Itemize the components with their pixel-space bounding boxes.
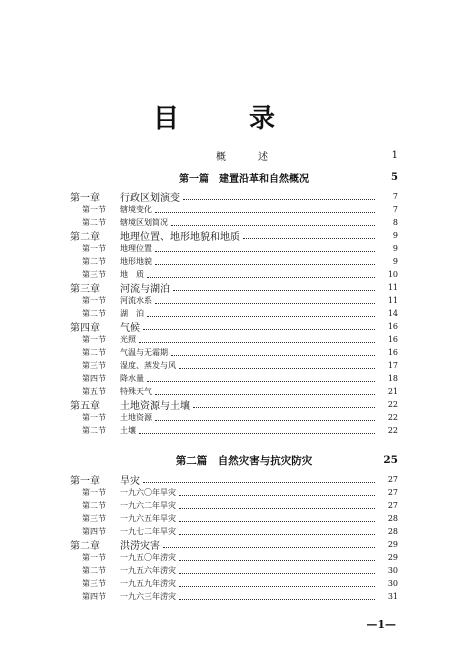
entry-page: 30 <box>387 566 398 575</box>
entry-title: 地理位置、地形地貌和地质 <box>120 232 240 243</box>
entry-title: 旱灾 <box>120 476 140 487</box>
entry-page: 22 <box>387 426 398 435</box>
entry-page: 18 <box>387 374 398 383</box>
entry-number: 第三节 <box>82 579 106 588</box>
toc-section-row[interactable] <box>70 499 398 512</box>
entry-title: 地 质 <box>120 270 144 279</box>
toc-section-row[interactable] <box>70 551 398 564</box>
entry-page: 7 <box>392 205 398 214</box>
toc-section-row[interactable] <box>70 424 398 437</box>
dot-leader <box>155 212 375 213</box>
part-heading-label: 第二篇 自然灾害与抗灾防灾 <box>175 454 313 467</box>
dot-leader <box>173 290 375 291</box>
part-heading-page: 25 <box>383 454 398 466</box>
entry-title: 土地资源 <box>120 413 152 422</box>
dot-leader <box>143 329 375 330</box>
toc-entries-part-2 <box>70 473 398 603</box>
part-heading-page: 5 <box>391 171 398 183</box>
entry-page: 10 <box>387 270 398 279</box>
entry-title: 湖 泊 <box>120 309 144 318</box>
entry-title: 地理位置 <box>120 244 152 253</box>
entry-page: 16 <box>387 322 398 331</box>
entry-page: 27 <box>387 488 398 497</box>
toc-chapter-row[interactable] <box>70 320 398 333</box>
entry-page: 8 <box>392 218 398 227</box>
entry-title: 降水量 <box>120 374 144 383</box>
dot-leader <box>171 225 375 226</box>
toc-chapter-row[interactable] <box>70 229 398 242</box>
entry-title: 湿度、蒸发与风 <box>120 361 176 370</box>
dot-leader <box>163 547 375 548</box>
entry-title: 地形地貌 <box>120 257 152 266</box>
toc-section-row[interactable] <box>70 203 398 216</box>
dot-leader <box>147 316 375 317</box>
dot-leader <box>179 599 375 600</box>
entry-title: 一九五六年涝灾 <box>120 566 176 575</box>
dot-leader <box>147 381 375 382</box>
dot-leader <box>179 586 375 587</box>
entry-number: 第二章 <box>70 541 100 552</box>
entry-number: 第二节 <box>82 426 106 435</box>
entry-page: 9 <box>392 257 398 266</box>
entry-page: 9 <box>392 231 398 240</box>
entry-page: 22 <box>387 413 398 422</box>
toc-entries-part-1 <box>70 190 398 437</box>
dot-leader <box>193 407 375 408</box>
entry-page: 11 <box>387 283 398 292</box>
dot-leader <box>179 573 375 574</box>
dot-leader <box>179 521 375 522</box>
toc-section-row[interactable] <box>70 577 398 590</box>
dot-leader <box>171 355 375 356</box>
toc-section-row[interactable] <box>70 346 398 359</box>
entry-title: 行政区划演变 <box>120 193 180 204</box>
dot-leader <box>139 433 375 434</box>
dot-leader <box>179 560 375 561</box>
page-title: 目 录 <box>152 104 297 134</box>
entry-page: 9 <box>392 244 398 253</box>
entry-title: 一九七二年旱灾 <box>120 527 176 536</box>
part-heading-label: 第一篇 建置沿革和自然概况 <box>179 173 309 185</box>
entry-page: 16 <box>387 348 398 357</box>
entry-number: 第四节 <box>82 592 106 601</box>
dot-leader <box>155 264 375 265</box>
overview-entry[interactable] <box>70 148 398 162</box>
entry-number: 第二节 <box>82 218 106 227</box>
entry-number: 第二节 <box>82 348 106 357</box>
entry-number: 第二节 <box>82 501 106 510</box>
entry-page: 31 <box>387 592 398 601</box>
entry-number: 第一节 <box>82 205 106 214</box>
entry-page: 14 <box>387 309 398 318</box>
entry-title: 一九六〇年旱灾 <box>120 488 176 497</box>
dot-leader <box>155 251 375 252</box>
entry-number: 第一节 <box>82 553 106 562</box>
entry-page: 7 <box>392 192 398 201</box>
toc-section-row[interactable] <box>70 512 398 525</box>
entry-title: 气候 <box>120 323 140 334</box>
entry-page: 28 <box>387 527 398 536</box>
entry-page: 17 <box>387 361 398 370</box>
dot-leader <box>155 394 375 395</box>
entry-page: 22 <box>387 400 398 409</box>
entry-page: 27 <box>387 475 398 484</box>
toc-section-row[interactable] <box>70 486 398 499</box>
dot-leader <box>147 277 375 278</box>
entry-number: 第五章 <box>70 401 100 412</box>
entry-page: 16 <box>387 335 398 344</box>
entry-title: 河流水系 <box>120 296 152 305</box>
toc-chapter-row[interactable] <box>70 538 398 551</box>
entry-number: 第五节 <box>82 387 106 396</box>
part-heading[interactable] <box>70 453 398 467</box>
dot-leader <box>183 199 375 200</box>
entry-title: 一九六二年旱灾 <box>120 501 176 510</box>
dot-leader <box>179 495 375 496</box>
dot-leader <box>179 368 375 369</box>
page-number: —1— <box>366 618 396 631</box>
toc-section-row[interactable] <box>70 242 398 255</box>
entry-title: 辖境变化 <box>120 205 152 214</box>
entry-title: 土地资源与土壤 <box>120 401 190 412</box>
entry-number: 第一节 <box>82 413 106 422</box>
entry-number: 第四章 <box>70 323 100 334</box>
toc-chapter-row[interactable] <box>70 473 398 486</box>
entry-page: 11 <box>387 296 398 305</box>
entry-number: 第三节 <box>82 270 106 279</box>
entry-title: 一九五〇年涝灾 <box>120 553 176 562</box>
entry-number: 第一章 <box>70 476 100 487</box>
entry-page: 28 <box>387 514 398 523</box>
entry-number: 第四节 <box>82 374 106 383</box>
entry-number: 第一节 <box>82 244 106 253</box>
entry-title: 光照 <box>120 335 136 344</box>
entry-title: 洪涝灾害 <box>120 541 160 552</box>
entry-number: 第一章 <box>70 193 100 204</box>
toc-section-row[interactable] <box>70 333 398 346</box>
dot-leader <box>155 420 375 421</box>
entry-number: 第三章 <box>70 284 100 295</box>
entry-title: 河流与湖泊 <box>120 284 170 295</box>
entry-number: 第三节 <box>82 361 106 370</box>
entry-title: 土壤 <box>120 426 136 435</box>
entry-page: 21 <box>387 387 398 396</box>
toc-section-row[interactable] <box>70 411 398 424</box>
entry-title: 特殊天气 <box>120 387 152 396</box>
part-heading[interactable] <box>70 170 398 184</box>
entry-page: 30 <box>387 579 398 588</box>
entry-title: 一九六三年涝灾 <box>120 592 176 601</box>
entry-number: 第二节 <box>82 309 106 318</box>
toc-section-row[interactable] <box>70 255 398 268</box>
entry-number: 第二节 <box>82 257 106 266</box>
entry-number: 第一节 <box>82 488 106 497</box>
entry-number: 第二章 <box>70 232 100 243</box>
toc-section-row[interactable] <box>70 359 398 372</box>
dot-leader <box>243 238 375 239</box>
entry-number: 第一节 <box>82 296 106 305</box>
entry-number: 第一节 <box>82 335 106 344</box>
entry-page: 29 <box>387 540 398 549</box>
entry-number: 第四节 <box>82 527 106 536</box>
entry-title: 辖境区划简况 <box>120 218 168 227</box>
dot-leader <box>179 534 375 535</box>
toc-chapter-row[interactable] <box>70 398 398 411</box>
toc-section-row[interactable] <box>70 590 398 603</box>
toc-chapter-row[interactable] <box>70 190 398 203</box>
toc-section-row[interactable] <box>70 372 398 385</box>
toc-section-row[interactable] <box>70 294 398 307</box>
entry-number: 第三节 <box>82 514 106 523</box>
toc-section-row[interactable] <box>70 564 398 577</box>
entry-number: 第二节 <box>82 566 106 575</box>
entry-title: 一九六五年旱灾 <box>120 514 176 523</box>
dot-leader <box>155 303 375 304</box>
toc-chapter-row[interactable] <box>70 281 398 294</box>
entry-title: 一九五九年涝灾 <box>120 579 176 588</box>
overview-label: 概 述 <box>216 151 272 163</box>
entry-page: 27 <box>387 501 398 510</box>
dot-leader <box>139 342 375 343</box>
dot-leader <box>143 482 375 483</box>
entry-page: 29 <box>387 553 398 562</box>
dot-leader <box>179 508 375 509</box>
overview-page: 1 <box>391 149 398 161</box>
entry-title: 气温与无霜期 <box>120 348 168 357</box>
